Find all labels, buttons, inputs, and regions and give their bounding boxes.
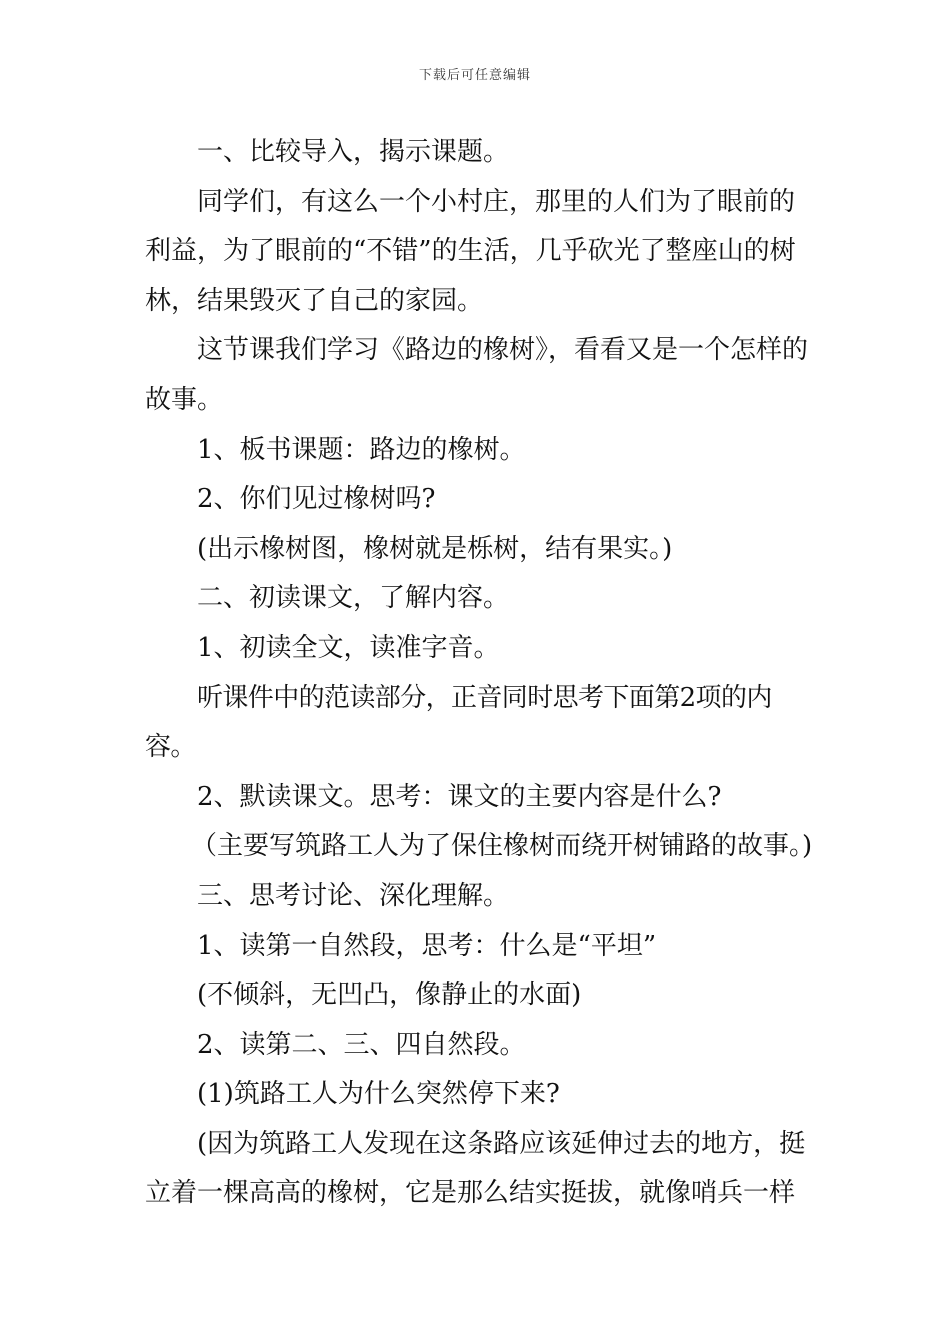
- paragraph: 1、板书课题：路边的橡树。: [197, 434, 526, 465]
- paragraph: 一、比较导入，揭示课题。: [197, 137, 510, 167]
- paragraph: 二、初读课文，了解内容。: [197, 583, 510, 614]
- paragraph: 1、读第一自然段，思考：什么是“平坦”: [197, 930, 657, 961]
- paragraph: 听课件中的范读部分，正音同时思考下面第2项的内容。: [145, 682, 772, 763]
- paragraph: (因为筑路工人发现在这条路应该延伸过去的地方，挺立着一棵高高的橡树，它是那么结实挺拔，就像哨兵一样: [145, 1128, 806, 1209]
- paragraph: 2、读第二、三、四自然段。: [197, 1029, 526, 1060]
- paragraph: (出示橡树图，橡树就是栎树，结有果实。): [197, 533, 673, 564]
- paragraph: 2、默读课文。思考：课文的主要内容是什么?: [197, 781, 722, 812]
- paragraph: 2、你们见过橡树吗?: [197, 484, 436, 515]
- paragraph: （主要写筑路工人为了保住橡树而绕开树铺路的故事。): [191, 831, 813, 862]
- paragraph: (1)筑路工人为什么突然停下来?: [197, 1079, 560, 1110]
- paragraph: 三、思考讨论、深化理解。: [197, 880, 510, 911]
- paragraph: 这节课我们学习《路边的橡树》，看看又是一个怎样的故事。: [145, 335, 809, 415]
- page-header: 下载后可任意编辑: [418, 68, 531, 83]
- paragraph: (不倾斜，无凹凸，像静止的水面): [197, 980, 582, 1011]
- document-body: [145, 128, 815, 1219]
- paragraph: 1、初读全文，读准字音。: [197, 632, 500, 663]
- paragraph: 同学们，有这么一个小村庄，那里的人们为了眼前的利益，为了眼前的“不错”的生活，几乎砍光了整座山的树林，结果毁灭了自己的家园。: [145, 186, 796, 316]
